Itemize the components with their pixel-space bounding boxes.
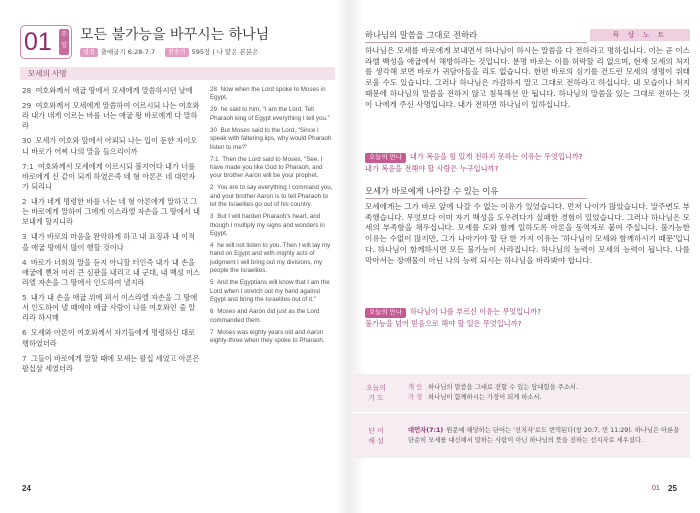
manna-question: 하나님이 나를 부르신 이유는 무엇입니까? <box>409 307 541 316</box>
verse-en <box>210 329 335 346</box>
verse-ko <box>22 197 200 228</box>
verse-number: 5 <box>22 293 27 303</box>
verse-number: 3 <box>210 213 214 221</box>
verse-ko <box>22 162 200 193</box>
verse-text: Moses was eighty years old and Aaron eighty-three when they spoke to Pharaoh. <box>210 328 325 344</box>
verse-text: he said to him, "I am the Lord. Tell Pharaoh king of Egypt everything I tell you." <box>210 106 330 122</box>
right-page <box>350 0 700 513</box>
verse-text: You are to say everything I command you, and your brother Aaron is to tell Pharaoh to let the Israelites go out of his country. <box>210 184 333 209</box>
glossary-label <box>352 413 400 458</box>
verse-text: 모세와 아론이 여호와께서 자기들에게 명령하신 대로 행하였더라 <box>22 328 196 348</box>
verse-number: 2 <box>210 184 214 192</box>
footer-day-number: 01 <box>652 485 660 492</box>
scripture-reference: 출애굽기 6:28-7:7 <box>100 48 156 56</box>
verse-ko <box>22 293 200 324</box>
page-number-left: 24 <box>22 484 31 493</box>
verse-text: 여호와께서 모세에게 이르시되 볼지어다 내가 너를 바로에게 신 같이 되게 하였은즉 네 형 아론은 네 대언자가 되리니 <box>22 161 196 192</box>
glossary-label-line: 단 어 <box>368 426 384 435</box>
prayer-items <box>408 374 684 412</box>
verse-number: 30 <box>210 126 217 134</box>
verse-number: 28 <box>22 86 32 95</box>
day-label-char: 일 <box>61 42 67 49</box>
verse-number: 29 <box>210 106 217 114</box>
verse-text: 바로가 너희의 말을 듣지 아니할 터인즉 내가 내 손을 애굽에 뻗쳐 여러 큰 심판을 내리고 내 군대, 내 백성 이스라엘 자손을 그 땅에서 인도하여 낼지라 <box>22 257 200 288</box>
verse-number: 7 <box>22 353 27 363</box>
verse-ko <box>22 136 200 156</box>
daily-manna <box>365 306 690 329</box>
manna-question: 불가능을 넘어 믿음으로 해야 할 일은 무엇입니까? <box>365 318 522 328</box>
section-body: 모세에게는 그가 바로 앞에 나갈 수 없는 이유가 있었습니다. 먼저 나이가 많았습니다. 말주변도 부족했습니다. 무엇보다 이미 자기 백성을 도우려다가 실패한 경험이 있었습니다. 그러나 하나님은 모세의 부족함을 채우십니다. 모세를 도와 함께 일하도록 아론을 동역자로 붙여 주십니다. 불가능한 이유는 수없이 많지만, 그가 나아가야 할 단 한 가지 이유는 '하나님이 모세와 함께하시기 때문'입니다. 하나님이 함께하시면 모든 불가능이 사라집니다. 하나님의 능력이 모세의 능력이 됩니다. 나를 막아서는 장애물이 아닌 나의 능력 되시는 하나님을 바라봐야 합니다. <box>365 202 690 265</box>
verse-number: 3 <box>22 232 27 242</box>
verse-text: Moses and Aaron did just as the Lord commanded them. <box>210 308 320 324</box>
section-heading: 모세가 바로에게 나아갈 수 있는 이유 <box>365 185 587 199</box>
prayer-item <box>408 393 684 403</box>
verse-text: Then the Lord said to Moses, "See, I have made you like God to Pharaoh, and your brother Aaron will be your prophet. <box>210 155 323 180</box>
daily-manna <box>365 151 690 174</box>
verse-ko <box>22 101 200 132</box>
glossary-term: 대언자(7:1) <box>408 426 444 434</box>
section-body: 하나님은 모세를 바로에게 보내면서 하나님이 하시는 말씀을 다 전하라고 명하십니다. 이는 곧 이스라엘 백성을 애굽에서 해방하라는 것입니다. 분명 바로는 이를 허락할 리 없으며, 현재 모세의 처지를 생각해 보면 바로가 귀담아들을 리도 없습니다. 한편 바로의 심기를 건드린 모세의 생명이 위태로울 수도 있습니다. 그러나 하나님은 가감하지 말고 그대로 전하라고 하십니다. 내 모습이나 처지 때문에 하나님의 말씀을 전하지 않고 침묵해선 안 됩니다. 하나님의 말씀을 있는 그대로 전하는 것이 나에게 주신 사명입니다. 내가 전하면 하나님이 일하십니다. <box>365 46 690 109</box>
verse-text: 여호와께서 애굽 땅에서 모세에게 말씀하시던 날에 <box>35 86 193 95</box>
page-number-right: 25 <box>668 484 677 493</box>
verse-ko <box>22 328 200 348</box>
hymn-reference: 595장 | 나 맡은 본분은 <box>191 48 259 56</box>
verse-en <box>210 279 335 304</box>
glossary-row <box>352 413 690 458</box>
day-badge <box>20 25 72 59</box>
verse-text: Now when the Lord spoke to Moses in Egypt, <box>210 86 326 102</box>
section-title-bar: 모세의 사명 <box>20 67 335 80</box>
verse-ko <box>22 232 200 252</box>
glossary-content <box>408 413 684 458</box>
verse-ko <box>22 258 200 289</box>
verse-text: 내가 내 손을 애굽 위에 펴서 이스라엘 자손을 그 땅에서 인도하여 낼 때에야 애굽 사람이 나를 여호와인 줄 알리라 하시매 <box>22 293 198 323</box>
verse-en <box>210 242 335 276</box>
day-label <box>59 29 69 55</box>
prayer-label-line: 기 도 <box>368 394 384 402</box>
day-number: 01 <box>24 28 52 56</box>
prayer-label <box>352 374 400 412</box>
hymn-label: 찬송가 <box>165 48 188 57</box>
verse-en <box>210 308 335 325</box>
daily-manna-label: 오늘의 만나 <box>365 153 406 163</box>
prayer-target: 가 정 <box>408 394 423 401</box>
verse-text: And the Egyptians will know that I am the Lord when I stretch out my hand against Egypt and bring the Israelites out of it." <box>210 279 330 304</box>
reference-line <box>80 47 335 57</box>
verse-text: 그들이 바로에게 말할 때에 모세는 팔십 세였고 아론은 팔십삼 세였더라 <box>22 353 200 373</box>
verse-text: he will not listen to you. Then I will lay my hand on Egypt and with mighty acts of judgment I will bring out my divisions, my people the Israelites. <box>210 242 331 275</box>
glossary-entry <box>408 426 684 446</box>
verse-ko <box>22 354 200 374</box>
english-verses <box>210 86 335 476</box>
prayer-item <box>408 383 684 393</box>
glossary-label-line: 해 설 <box>368 436 384 445</box>
korean-verses <box>22 86 200 476</box>
glossary-text: 원문에 해당하는 단어는 '선지자'로도 번역된다(창 20:7, 민 11:29). 하나님은 아론을 단순히 모세를 대신해서 말하는 사람이 아닌 하나님의 뜻을 전하는 선지자로 세우셨다. <box>408 426 680 444</box>
verse-number: 5 <box>210 279 214 287</box>
prayer-text: 하나님이 함께하시는 가정이 되게 하소서. <box>428 394 542 401</box>
prayer-label-line: 오늘의 <box>366 384 386 392</box>
meditation-note-label: 묵 상 노 트 <box>590 29 690 41</box>
verse-text: But Moses said to the Lord, "Since I speak with faltering lips, why would Pharaoh listen to me?" <box>210 126 332 151</box>
prayer-target: 개 인 <box>408 384 423 391</box>
verse-ko <box>22 86 200 96</box>
verse-number: 7:1 <box>22 161 34 171</box>
daily-manna-label: 오늘의 만나 <box>365 308 406 318</box>
verse-text: 모세가 여호와 앞에서 아뢰되 나는 입이 둔한 자이오니 바로가 어찌 나의 말을 들으리이까 <box>22 136 198 156</box>
prayer-glossary-box <box>352 374 690 458</box>
verse-number: 29 <box>22 101 32 110</box>
section-heading: 하나님의 말씀을 그대로 전하라 <box>365 29 587 43</box>
verse-text: 여호와께서 모세에게 말씀하여 이르시되 나는 여호와라 내가 네게 이르는 바를 너는 애굽 왕 바로에게 다 말하라 <box>22 101 200 131</box>
verse-text: 내가 네게 명령한 바를 너는 네 형 아론에게 말하고 그는 바로에게 말하여 그에게 이스라엘 자손을 그 땅에서 내보내게 할지니라 <box>22 197 200 227</box>
verse-number: 30 <box>22 136 32 146</box>
verse-number: 4 <box>22 257 27 267</box>
verse-en <box>210 184 335 209</box>
page-title: 모든 불가능을 바꾸시는 하나님 <box>80 27 270 43</box>
verse-text: 내가 바로의 마음을 완악하게 하고 내 표징과 내 이적을 애굽 땅에서 많이 행할 것이나 <box>22 232 195 252</box>
prayer-text: 하나님의 말씀을 그대로 전할 수 있는 담대함을 주소서. <box>428 384 579 391</box>
verse-en <box>210 127 335 152</box>
manna-question: 내가 복음을 힘 있게 전하지 못하는 이유는 무엇입니까? <box>409 152 583 161</box>
verse-en <box>210 106 335 123</box>
prayer-row <box>352 374 690 413</box>
manna-question: 내가 복음을 전해야 할 사람은 누구입니까? <box>365 163 499 173</box>
verse-number: 6 <box>22 328 27 338</box>
verse-number: 28 <box>210 86 217 93</box>
verse-number: 7:1 <box>210 155 219 163</box>
day-label-char: 주 <box>61 31 67 38</box>
verse-text: But I will harden Pharaoh's heart, and though I multiply my signs and wonders in Egypt, <box>210 213 325 238</box>
verse-en <box>210 86 335 103</box>
verse-number: 2 <box>22 197 27 207</box>
verse-number: 7 <box>210 328 214 336</box>
scripture-label: 성경 <box>80 48 98 57</box>
verse-en <box>210 156 335 181</box>
verse-number: 4 <box>210 242 214 250</box>
verse-en <box>210 213 335 238</box>
verse-number: 6 <box>210 308 214 316</box>
